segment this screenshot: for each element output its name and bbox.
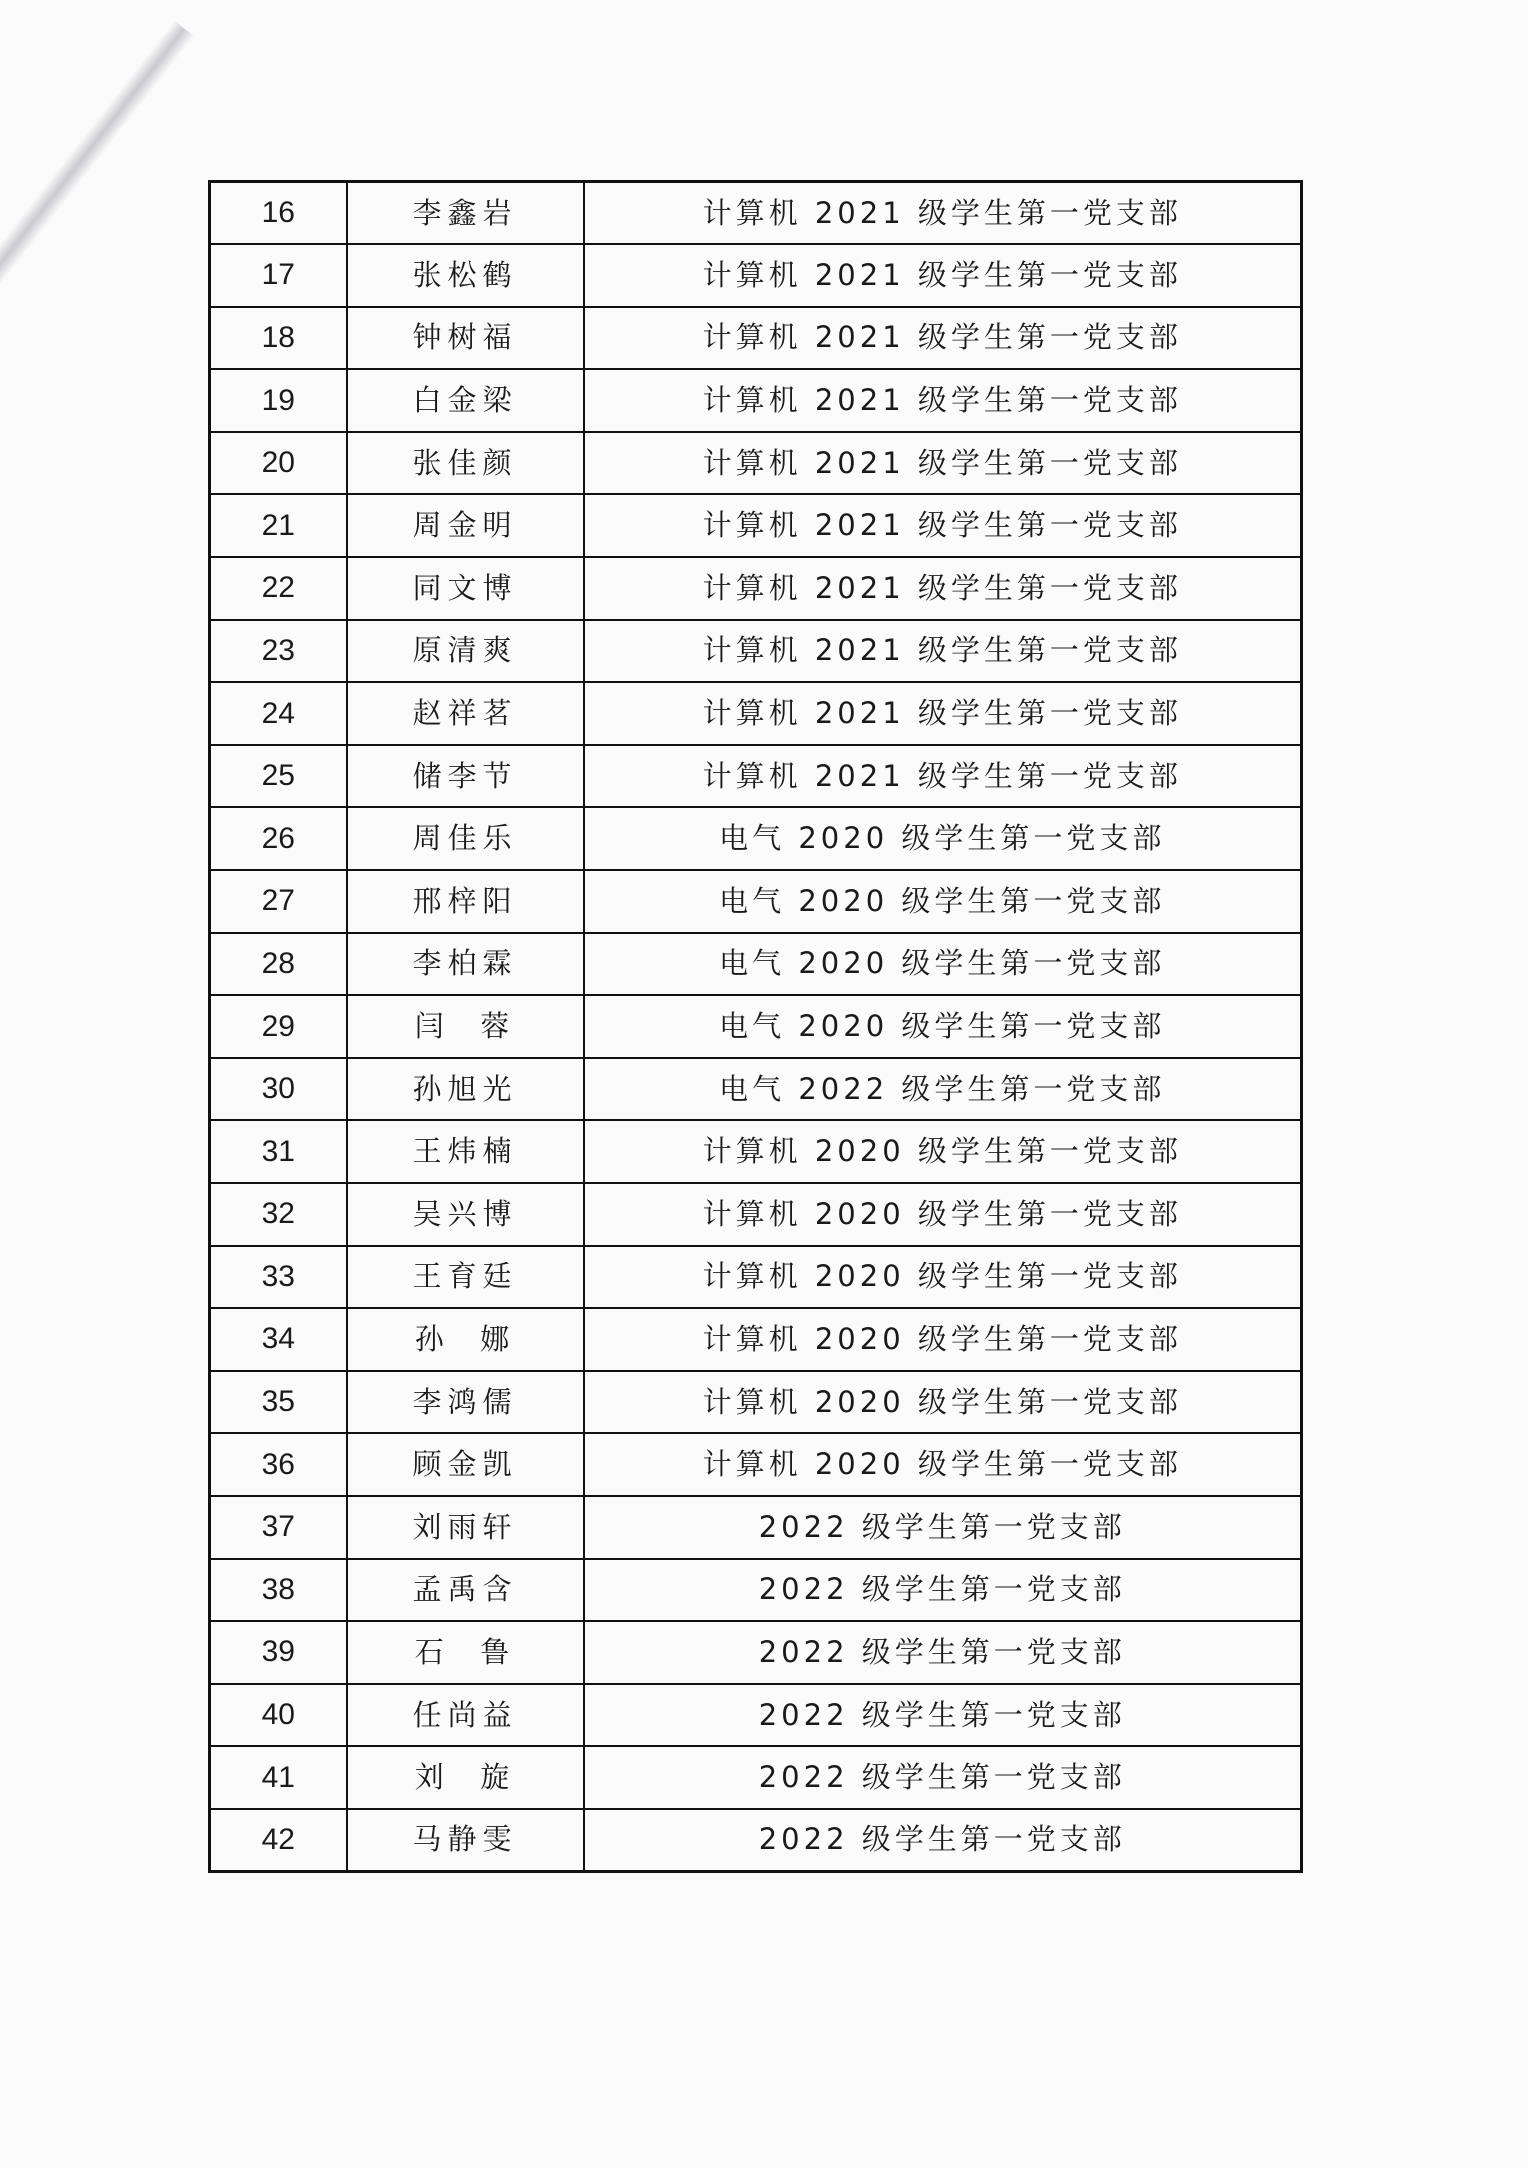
party-branch-cell bbox=[584, 745, 1302, 808]
party-branch-cell bbox=[584, 1621, 1302, 1684]
member-name: 李鸿儒 bbox=[412, 1384, 518, 1419]
member-name-cell bbox=[347, 995, 584, 1058]
party-branch-cell bbox=[584, 1496, 1302, 1559]
row-number: 35 bbox=[261, 1385, 295, 1419]
party-branch: 电气 2020 级学生第一党支部 bbox=[719, 821, 1166, 856]
party-branch-cell bbox=[584, 244, 1302, 307]
party-branch: 计算机 2021 级学生第一党支部 bbox=[702, 320, 1182, 355]
party-branch: 电气 2022 级学生第一党支部 bbox=[719, 1071, 1166, 1106]
member-name: 王炜楠 bbox=[412, 1134, 518, 1169]
member-name-cell bbox=[347, 557, 584, 620]
party-branch-cell bbox=[584, 1559, 1302, 1622]
table-row bbox=[210, 1809, 1302, 1872]
row-number-cell bbox=[210, 1120, 347, 1183]
table-row bbox=[210, 995, 1302, 1058]
row-number: 25 bbox=[261, 759, 295, 793]
party-branch-cell bbox=[584, 1183, 1302, 1246]
row-number: 20 bbox=[261, 446, 295, 480]
row-number-cell bbox=[210, 1746, 347, 1809]
member-name-cell bbox=[347, 307, 584, 370]
row-number-cell bbox=[210, 870, 347, 933]
member-name: 邢梓阳 bbox=[412, 883, 518, 918]
party-branch-cell bbox=[584, 182, 1302, 245]
row-number: 16 bbox=[261, 196, 295, 230]
party-branch: 计算机 2021 级学生第一党支部 bbox=[702, 758, 1182, 793]
party-branch: 电气 2020 级学生第一党支部 bbox=[719, 1009, 1166, 1044]
row-number: 42 bbox=[261, 1822, 295, 1856]
row-number-cell bbox=[210, 557, 347, 620]
member-name: 白金梁 bbox=[412, 383, 518, 418]
party-branch: 电气 2020 级学生第一党支部 bbox=[719, 946, 1166, 981]
party-branch: 2022 级学生第一党支部 bbox=[758, 1760, 1126, 1795]
table-row bbox=[210, 745, 1302, 808]
table-row bbox=[210, 1308, 1302, 1371]
row-number-cell bbox=[210, 995, 347, 1058]
member-name-cell bbox=[347, 1120, 584, 1183]
table-row bbox=[210, 182, 1302, 245]
member-name-cell bbox=[347, 933, 584, 996]
row-number-cell bbox=[210, 620, 347, 683]
table-row bbox=[210, 807, 1302, 870]
member-name: 赵祥茗 bbox=[412, 696, 518, 731]
party-branch-cell bbox=[584, 1684, 1302, 1747]
row-number-cell bbox=[210, 1433, 347, 1496]
table-row bbox=[210, 1120, 1302, 1183]
table-row bbox=[210, 244, 1302, 307]
party-branch: 计算机 2020 级学生第一党支部 bbox=[702, 1196, 1182, 1231]
row-number-cell bbox=[210, 369, 347, 432]
member-name-cell bbox=[347, 1621, 584, 1684]
table-row bbox=[210, 307, 1302, 370]
member-name: 原清爽 bbox=[412, 633, 518, 668]
member-name-cell bbox=[347, 620, 584, 683]
row-number-cell bbox=[210, 1809, 347, 1872]
row-number-cell bbox=[210, 745, 347, 808]
table-row bbox=[210, 1684, 1302, 1747]
table-row bbox=[210, 1746, 1302, 1809]
member-name: 任尚益 bbox=[412, 1697, 518, 1732]
party-branch-cell bbox=[584, 1809, 1302, 1872]
row-number: 28 bbox=[261, 946, 295, 980]
row-number: 17 bbox=[261, 258, 295, 292]
scan-edge-shadow bbox=[0, 21, 194, 336]
member-name: 孙 娜 bbox=[414, 1321, 516, 1356]
party-branch: 计算机 2021 级学生第一党支部 bbox=[702, 445, 1182, 480]
row-number: 33 bbox=[261, 1259, 295, 1293]
member-name-cell bbox=[347, 1684, 584, 1747]
row-number-cell bbox=[210, 307, 347, 370]
party-branch: 2022 级学生第一党支部 bbox=[758, 1634, 1126, 1669]
member-table-body bbox=[210, 182, 1302, 1872]
party-branch-cell bbox=[584, 1308, 1302, 1371]
row-number-cell bbox=[210, 1183, 347, 1246]
row-number-cell bbox=[210, 1246, 347, 1309]
row-number: 30 bbox=[261, 1072, 295, 1106]
row-number-cell bbox=[210, 1058, 347, 1121]
party-branch-cell bbox=[584, 1746, 1302, 1809]
member-name-cell bbox=[347, 244, 584, 307]
row-number: 31 bbox=[261, 1134, 295, 1168]
row-number: 32 bbox=[261, 1197, 295, 1231]
party-branch: 2022 级学生第一党支部 bbox=[758, 1697, 1126, 1732]
row-number-cell bbox=[210, 432, 347, 495]
party-branch: 计算机 2020 级学生第一党支部 bbox=[702, 1447, 1182, 1482]
party-branch-cell bbox=[584, 557, 1302, 620]
party-branch: 2022 级学生第一党支部 bbox=[758, 1509, 1126, 1544]
row-number: 36 bbox=[261, 1447, 295, 1481]
member-name-cell bbox=[347, 369, 584, 432]
party-branch: 电气 2020 级学生第一党支部 bbox=[719, 883, 1166, 918]
member-name: 闫 蓉 bbox=[414, 1009, 516, 1044]
row-number-cell bbox=[210, 244, 347, 307]
table-row bbox=[210, 557, 1302, 620]
table-row bbox=[210, 494, 1302, 557]
row-number: 18 bbox=[261, 320, 295, 354]
member-name-cell bbox=[347, 1496, 584, 1559]
member-name: 孟禹含 bbox=[412, 1572, 518, 1607]
row-number: 38 bbox=[261, 1572, 295, 1606]
document-page bbox=[208, 180, 1300, 1873]
member-name-cell bbox=[347, 1058, 584, 1121]
member-name-cell bbox=[347, 745, 584, 808]
row-number-cell bbox=[210, 1308, 347, 1371]
member-name-cell bbox=[347, 494, 584, 557]
member-name-cell bbox=[347, 1809, 584, 1872]
party-branch: 计算机 2020 级学生第一党支部 bbox=[702, 1259, 1182, 1294]
row-number-cell bbox=[210, 1559, 347, 1622]
row-number: 37 bbox=[261, 1510, 295, 1544]
party-branch: 2022 级学生第一党支部 bbox=[758, 1572, 1126, 1607]
party-branch: 2022 级学生第一党支部 bbox=[758, 1822, 1126, 1857]
table-row bbox=[210, 933, 1302, 996]
member-name-cell bbox=[347, 1246, 584, 1309]
table-row bbox=[210, 1433, 1302, 1496]
party-branch: 计算机 2021 级学生第一党支部 bbox=[702, 383, 1182, 418]
member-table bbox=[208, 180, 1303, 1873]
party-branch: 计算机 2020 级学生第一党支部 bbox=[702, 1384, 1182, 1419]
table-row bbox=[210, 432, 1302, 495]
table-row bbox=[210, 1559, 1302, 1622]
row-number: 23 bbox=[261, 633, 295, 667]
party-branch-cell bbox=[584, 682, 1302, 745]
party-branch: 计算机 2021 级学生第一党支部 bbox=[702, 570, 1182, 605]
row-number: 41 bbox=[261, 1760, 295, 1794]
party-branch-cell bbox=[584, 1246, 1302, 1309]
party-branch: 计算机 2020 级学生第一党支部 bbox=[702, 1134, 1182, 1169]
table-row bbox=[210, 369, 1302, 432]
party-branch: 计算机 2020 级学生第一党支部 bbox=[702, 1321, 1182, 1356]
member-name: 顾金凯 bbox=[412, 1447, 518, 1482]
row-number: 34 bbox=[261, 1322, 295, 1356]
table-row bbox=[210, 682, 1302, 745]
member-name-cell bbox=[347, 182, 584, 245]
table-row bbox=[210, 1183, 1302, 1246]
row-number: 24 bbox=[261, 696, 295, 730]
member-name: 周金明 bbox=[412, 508, 518, 543]
member-name-cell bbox=[347, 1559, 584, 1622]
party-branch-cell bbox=[584, 432, 1302, 495]
member-name-cell bbox=[347, 807, 584, 870]
member-name: 石 鲁 bbox=[414, 1634, 516, 1669]
member-name-cell bbox=[347, 870, 584, 933]
party-branch-cell bbox=[584, 807, 1302, 870]
table-row bbox=[210, 1246, 1302, 1309]
member-name: 钟树福 bbox=[412, 320, 518, 355]
table-row bbox=[210, 1621, 1302, 1684]
party-branch-cell bbox=[584, 307, 1302, 370]
member-name-cell bbox=[347, 682, 584, 745]
table-row bbox=[210, 1496, 1302, 1559]
member-name: 储李节 bbox=[412, 758, 518, 793]
member-name-cell bbox=[347, 1371, 584, 1434]
party-branch: 计算机 2021 级学生第一党支部 bbox=[702, 195, 1182, 230]
row-number-cell bbox=[210, 1684, 347, 1747]
row-number-cell bbox=[210, 494, 347, 557]
member-name-cell bbox=[347, 1746, 584, 1809]
party-branch-cell bbox=[584, 369, 1302, 432]
member-name: 刘雨轩 bbox=[412, 1509, 518, 1544]
table-row bbox=[210, 620, 1302, 683]
party-branch-cell bbox=[584, 1058, 1302, 1121]
member-name: 周佳乐 bbox=[412, 821, 518, 856]
party-branch: 计算机 2021 级学生第一党支部 bbox=[702, 508, 1182, 543]
member-name-cell bbox=[347, 1183, 584, 1246]
row-number-cell bbox=[210, 682, 347, 745]
party-branch: 计算机 2021 级学生第一党支部 bbox=[702, 257, 1182, 292]
row-number: 29 bbox=[261, 1009, 295, 1043]
row-number-cell bbox=[210, 182, 347, 245]
party-branch-cell bbox=[584, 494, 1302, 557]
row-number-cell bbox=[210, 807, 347, 870]
member-name: 王育廷 bbox=[412, 1259, 518, 1294]
row-number-cell bbox=[210, 1621, 347, 1684]
member-name: 张松鹤 bbox=[412, 257, 518, 292]
row-number: 39 bbox=[261, 1635, 295, 1669]
party-branch-cell bbox=[584, 1433, 1302, 1496]
party-branch: 计算机 2021 级学生第一党支部 bbox=[702, 633, 1182, 668]
table-row bbox=[210, 1058, 1302, 1121]
member-name-cell bbox=[347, 1308, 584, 1371]
member-name-cell bbox=[347, 1433, 584, 1496]
row-number-cell bbox=[210, 933, 347, 996]
member-name: 孙旭光 bbox=[412, 1071, 518, 1106]
party-branch-cell bbox=[584, 933, 1302, 996]
row-number-cell bbox=[210, 1371, 347, 1434]
member-name: 同文博 bbox=[412, 570, 518, 605]
party-branch-cell bbox=[584, 1120, 1302, 1183]
member-name: 刘 旋 bbox=[414, 1760, 516, 1795]
table-row bbox=[210, 1371, 1302, 1434]
row-number: 21 bbox=[261, 508, 295, 542]
party-branch-cell bbox=[584, 1371, 1302, 1434]
row-number: 26 bbox=[261, 821, 295, 855]
party-branch-cell bbox=[584, 620, 1302, 683]
member-name: 李鑫岩 bbox=[412, 195, 518, 230]
row-number-cell bbox=[210, 1496, 347, 1559]
member-name: 马静雯 bbox=[412, 1822, 518, 1857]
member-name: 李柏霖 bbox=[412, 946, 518, 981]
member-name: 张佳颜 bbox=[412, 445, 518, 480]
party-branch-cell bbox=[584, 870, 1302, 933]
row-number: 19 bbox=[261, 383, 295, 417]
row-number: 40 bbox=[261, 1698, 295, 1732]
party-branch-cell bbox=[584, 995, 1302, 1058]
table-row bbox=[210, 870, 1302, 933]
row-number: 27 bbox=[261, 884, 295, 918]
row-number: 22 bbox=[261, 571, 295, 605]
member-name: 吴兴博 bbox=[412, 1196, 518, 1231]
party-branch: 计算机 2021 级学生第一党支部 bbox=[702, 696, 1182, 731]
member-name-cell bbox=[347, 432, 584, 495]
